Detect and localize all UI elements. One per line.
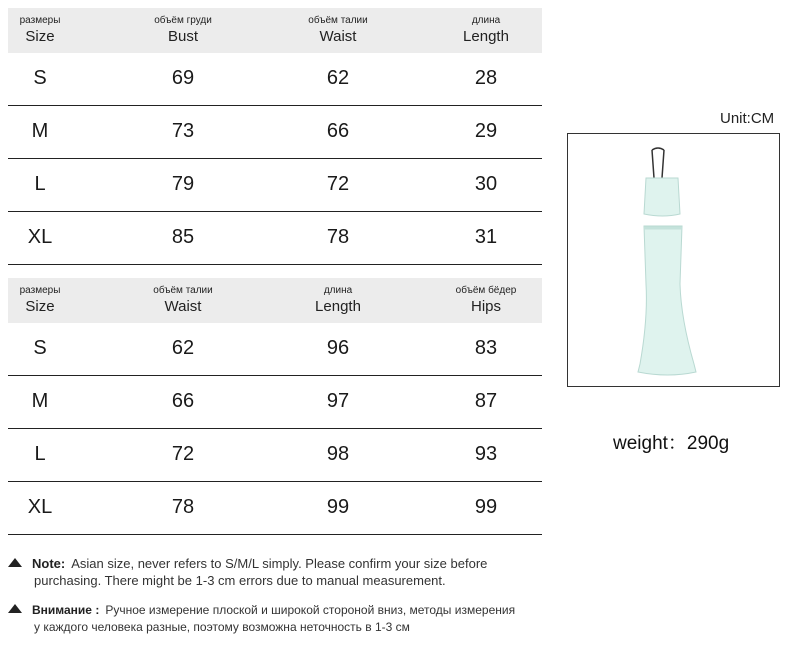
value-cell: 62 <box>326 67 350 89</box>
table-row <box>8 376 542 429</box>
value-cell: 99 <box>326 496 350 518</box>
value-cell: 98 <box>326 443 350 465</box>
note-english: Note: Asian size, never refers to S/M/L simply. Please confirm your size before purchasing. There might be 1-3 cm errors due to manual measurement. <box>8 555 548 589</box>
note-russian: Внимание : Ручное измерение плоской и широкой стороной вниз, методы измерения у каждого человека разные, поэтому возможна неточность в 1-3 см <box>8 602 548 636</box>
size-cell: L <box>34 443 46 465</box>
size-cell: M <box>31 390 49 412</box>
value-cell: 66 <box>171 390 195 412</box>
value-cell: 28 <box>474 67 498 89</box>
value-cell: 78 <box>326 226 350 248</box>
table-row <box>8 106 542 159</box>
value-cell: 72 <box>326 173 350 195</box>
table-row <box>8 212 542 265</box>
size-cell: L <box>34 173 46 195</box>
header-cell: объём бёдер Hips <box>455 284 517 315</box>
warning-triangle-icon <box>8 604 22 613</box>
header-cell: объём талии Waist <box>153 284 213 315</box>
table-row <box>8 429 542 482</box>
table-row <box>8 482 542 535</box>
size-cell: S <box>33 337 47 359</box>
size-cell: S <box>33 67 47 89</box>
size-table-top <box>8 8 542 265</box>
value-cell: 62 <box>171 337 195 359</box>
value-cell: 30 <box>474 173 498 195</box>
size-cell: XL <box>27 496 53 518</box>
product-photo <box>567 133 780 387</box>
value-cell: 31 <box>474 226 498 248</box>
header-cell: размеры Size <box>19 14 61 45</box>
value-cell: 73 <box>171 120 195 142</box>
value-cell: 29 <box>474 120 498 142</box>
value-cell: 69 <box>171 67 195 89</box>
table-header <box>8 8 542 53</box>
size-cell: M <box>31 120 49 142</box>
unit-label: Unit:CM <box>720 110 775 127</box>
dress-illustration <box>568 134 779 386</box>
table-row <box>8 53 542 106</box>
table-row <box>8 159 542 212</box>
value-cell: 96 <box>326 337 350 359</box>
value-cell: 79 <box>171 173 195 195</box>
value-cell: 83 <box>474 337 498 359</box>
value-cell: 85 <box>171 226 195 248</box>
header-cell: размеры Size <box>19 284 61 315</box>
value-cell: 93 <box>474 443 498 465</box>
table-header <box>8 278 542 323</box>
value-cell: 87 <box>474 390 498 412</box>
header-cell: объём талии Waist <box>308 14 368 45</box>
warning-triangle-icon <box>8 558 22 567</box>
value-cell: 72 <box>171 443 195 465</box>
table-row <box>8 323 542 376</box>
value-cell: 97 <box>326 390 350 412</box>
header-cell: длина Length <box>463 14 509 45</box>
header-cell: длина Length <box>315 284 361 315</box>
value-cell: 66 <box>326 120 350 142</box>
value-cell: 78 <box>171 496 195 518</box>
header-cell: объём груди Bust <box>154 14 212 45</box>
size-cell: XL <box>27 226 53 248</box>
weight-label: weight：290g <box>613 433 730 454</box>
value-cell: 99 <box>474 496 498 518</box>
size-table-bottom <box>8 278 542 535</box>
